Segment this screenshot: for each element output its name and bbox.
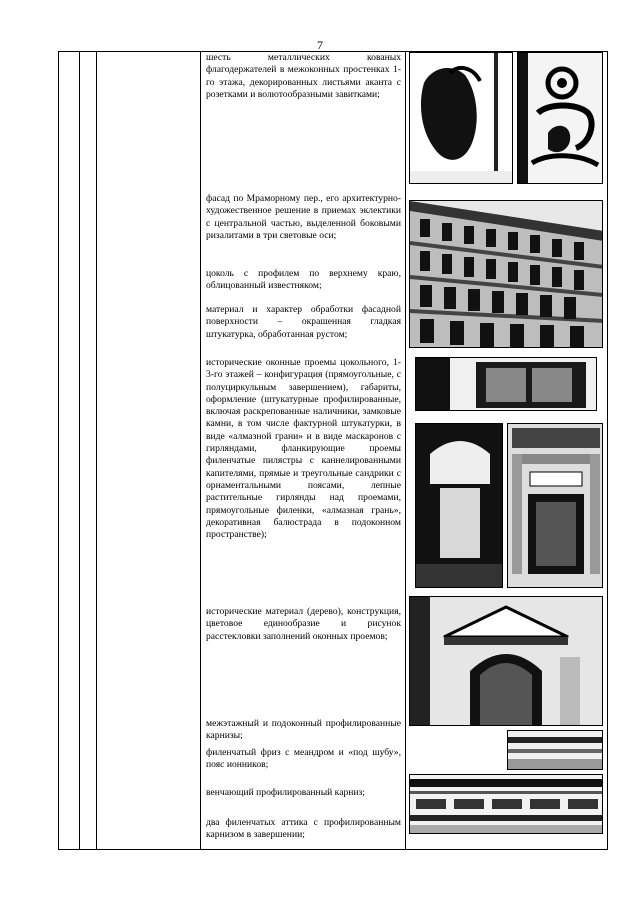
column-divider-1 <box>79 52 80 849</box>
photo-frieze-attic <box>409 774 603 834</box>
column-divider-4 <box>405 52 406 849</box>
paragraph-crown-cornice: венчающий профилированный карниз; <box>206 787 365 798</box>
photo-window-arch <box>415 423 503 588</box>
paragraph-cornices: межэтажный и подоконный профилированные карнизы; <box>206 718 401 742</box>
column-divider-3 <box>200 52 201 849</box>
paragraph-facade: фасад по Мраморному пер., его архитектурно-художественное решение в приемах эклектики с центральной частью, выделенной боковыми ризалитами в три световые оси; <box>206 193 401 241</box>
photo-facade <box>409 200 603 348</box>
paragraph-flagholders: шесть металлических кованых флагодержателей в межоконных простенках 1-го этажа, декорированных листьями аканта с розетками и волютообразными завитками; <box>206 52 401 100</box>
paragraph-plinth: цоколь с профилем по верхнему краю, облицованный известняком; <box>206 268 401 292</box>
photo-cornice <box>507 730 603 770</box>
photo-flagholder-1 <box>409 52 513 184</box>
photo-arched-window <box>409 596 603 726</box>
page-number: 7 <box>317 38 323 52</box>
heritage-table <box>58 51 608 850</box>
photo-basement-windows <box>415 357 597 411</box>
paragraph-surface: материал и характер обработки фасадной поверхности – окрашенная гладкая штукатурка, обработанная рустом; <box>206 304 401 340</box>
photo-window-pediment <box>507 423 603 588</box>
photo-flagholder-2 <box>517 52 603 184</box>
paragraph-windows: исторические оконные проемы цокольного, 1-3-го этажей – конфигурация (прямоугольные, с полуциркульным завершением), габариты, оформление (штукатурные профилированные, включая раскрепованные наличники, замковые камни, в том числе фактурной штукатурки, в виде «алмазной грани» и в виде маскаронов с гирляндами, фланкирующие проемы филенчатые пилястры с каннелированными капителями, прямые и треугольные сандрики с орнаментальными поясами, лепные растительные гирлянды над проемами, прямоугольные филенки, «алмазная грань», декоративная балюстрада в подоконном пространстве); <box>206 357 401 541</box>
paragraph-attics: два филенчатых аттика с профилированным карнизом в завершении; <box>206 817 401 841</box>
paragraph-window-fillings: исторические материал (дерево), конструкция, цветовое единообразие и рисунок расстекловки заполнений оконных проемов; <box>206 606 401 642</box>
paragraph-frieze: филенчатый фриз с меандром и «под шубу», пояс ионников; <box>206 747 401 771</box>
column-divider-2 <box>96 52 97 849</box>
